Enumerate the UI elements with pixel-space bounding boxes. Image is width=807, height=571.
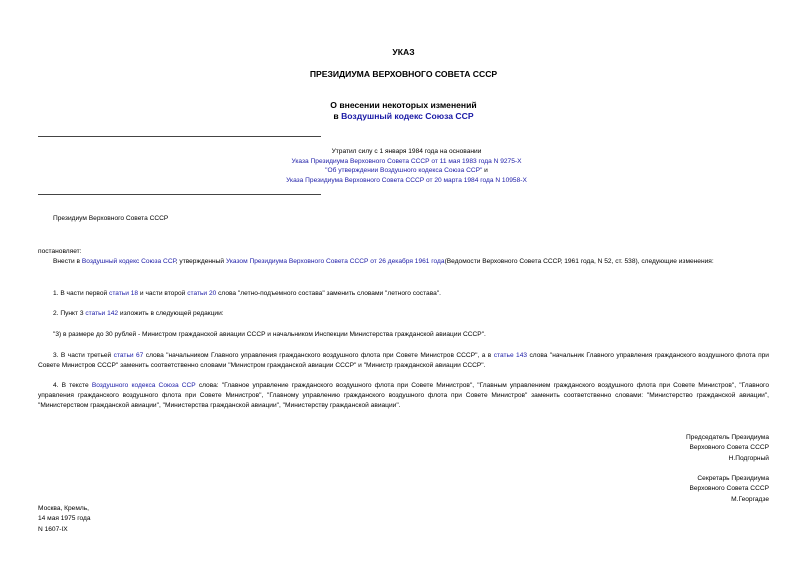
chairman-name: Н.Подгорный xyxy=(728,454,769,462)
item-4 xyxy=(38,381,769,411)
footer-block xyxy=(38,504,91,535)
air-code-approval-link[interactable]: "Об утверждении Воздушного кодекса Союза ССР" xyxy=(325,167,483,175)
item-1 xyxy=(38,289,769,299)
footer-date: 14 мая 1975 года xyxy=(38,515,91,523)
doc-issuer: ПРЕЗИДИУМА ВЕРХОВНОГО СОВЕТА СССР xyxy=(309,69,498,79)
item2-text-2: изложить в следующей редакции: xyxy=(118,310,224,317)
item3-text-3: слова "начальник Главного управления гражданского воздушного флота при Совете Министров СССР" заменить соответственно словами "Министром гражданской авиации СССР" и "Министр гражданской авиации СССР". xyxy=(38,352,769,369)
subtitle-prefix: в xyxy=(333,111,342,121)
status-note-line1: Утратил силу с 1 января 1984 года на основании xyxy=(331,148,482,155)
status-note-line2 xyxy=(190,158,623,165)
item2-text-1: 2. Пункт 3 xyxy=(53,310,86,317)
item3-text-2: слова "начальником Главного управления гражданского воздушного флота при Совете Министров СССР", а в xyxy=(143,352,494,359)
decree-1983-link[interactable]: Указа Президиума Верховного Совета СССР от 11 мая 1983 года N 9275-X xyxy=(291,157,522,165)
secretary-name: М.Георгадзе xyxy=(731,495,769,503)
article-67-link[interactable]: статьи 67 xyxy=(113,352,144,359)
decrees-line: постановляет: xyxy=(38,248,82,255)
divider-top xyxy=(38,136,321,137)
item-2-text: "3) в размере до 30 рублей - Министром гражданской авиации СССР и начальником Инспекции Министерства гражданской авиации СССР". xyxy=(53,331,486,338)
decree-1961-link[interactable]: Указом Президиума Верховного Совета СССР от 26 декабря 1961 года xyxy=(225,258,445,265)
presidium-line: Президиум Верховного Совета СССР xyxy=(53,215,169,222)
item4-text-2: слова: "Главное управление гражданского воздушного флота при Совете Министров", "Главным управлением гражданского воздушного флота при Совете Министров", "Главного управления гражданского воздушного флота при Совете Министров", "Главному управлению гражданского воздушного флота при Совете Министров" заменить соответственно словами: "Министерство гражданской авиации", "Министерством гражданской авиации", "Министерства гражданской авиации", "Министерству гражданской авиации". xyxy=(38,382,769,409)
doc-subtitle-line1: О внесении некоторых изменений xyxy=(330,100,477,110)
footer-number: N 1607-IX xyxy=(38,525,68,533)
item3-text-1: 3. В части третьей xyxy=(53,352,114,359)
air-code-link-2[interactable]: Воздушного кодекса Союза ССР xyxy=(91,382,196,389)
air-code-title-link[interactable]: Воздушный кодекс Союза ССР xyxy=(341,111,474,121)
article-142-link[interactable]: статьи 142 xyxy=(85,310,119,317)
intro-paragraph xyxy=(38,257,769,267)
chairman-title-2: Верховного Совета СССР xyxy=(689,444,769,452)
item1-text-1: 1. В части первой xyxy=(53,290,110,297)
divider-bottom xyxy=(38,194,321,195)
chairman-signature xyxy=(686,433,769,464)
intro-text-3: (Ведомости Верховного Совета СССР, 1961 года, N 52, ст. 538), следующие изменения: xyxy=(444,258,714,265)
secretary-title-2: Верховного Совета СССР xyxy=(689,485,769,493)
status-note-and: и xyxy=(482,167,488,175)
doc-title: УКАЗ xyxy=(392,47,415,57)
article-18-link[interactable]: статьи 18 xyxy=(109,290,139,297)
secretary-signature xyxy=(689,474,769,505)
doc-subtitle-line2 xyxy=(38,111,769,121)
intro-text-1: Внести в xyxy=(53,258,82,265)
article-20-link[interactable]: статьи 20 xyxy=(187,290,217,297)
secretary-title-1: Секретарь Президиума xyxy=(697,475,769,482)
status-note-line3 xyxy=(190,167,623,174)
item1-text-3: слова "летно-подъемного состава" заменить словами "летного состава". xyxy=(216,290,441,297)
decree-1984-link[interactable]: Указа Президиума Верховного Совета СССР от 20 марта 1984 года N 10958-X xyxy=(286,176,527,184)
item-2 xyxy=(38,309,769,319)
chairman-title-1: Председатель Президиума xyxy=(685,434,769,441)
air-code-link[interactable]: Воздушный кодекс Союза ССР xyxy=(81,258,176,265)
article-143-link[interactable]: статье 143 xyxy=(493,352,528,359)
footer-place: Москва, Кремль, xyxy=(38,505,89,512)
item-3 xyxy=(38,351,769,371)
intro-text-2: , утвержденный xyxy=(175,258,226,265)
item4-text-1: 4. В тексте xyxy=(53,382,92,389)
status-note-line4 xyxy=(190,177,623,184)
item1-text-2: и части второй xyxy=(138,290,188,297)
